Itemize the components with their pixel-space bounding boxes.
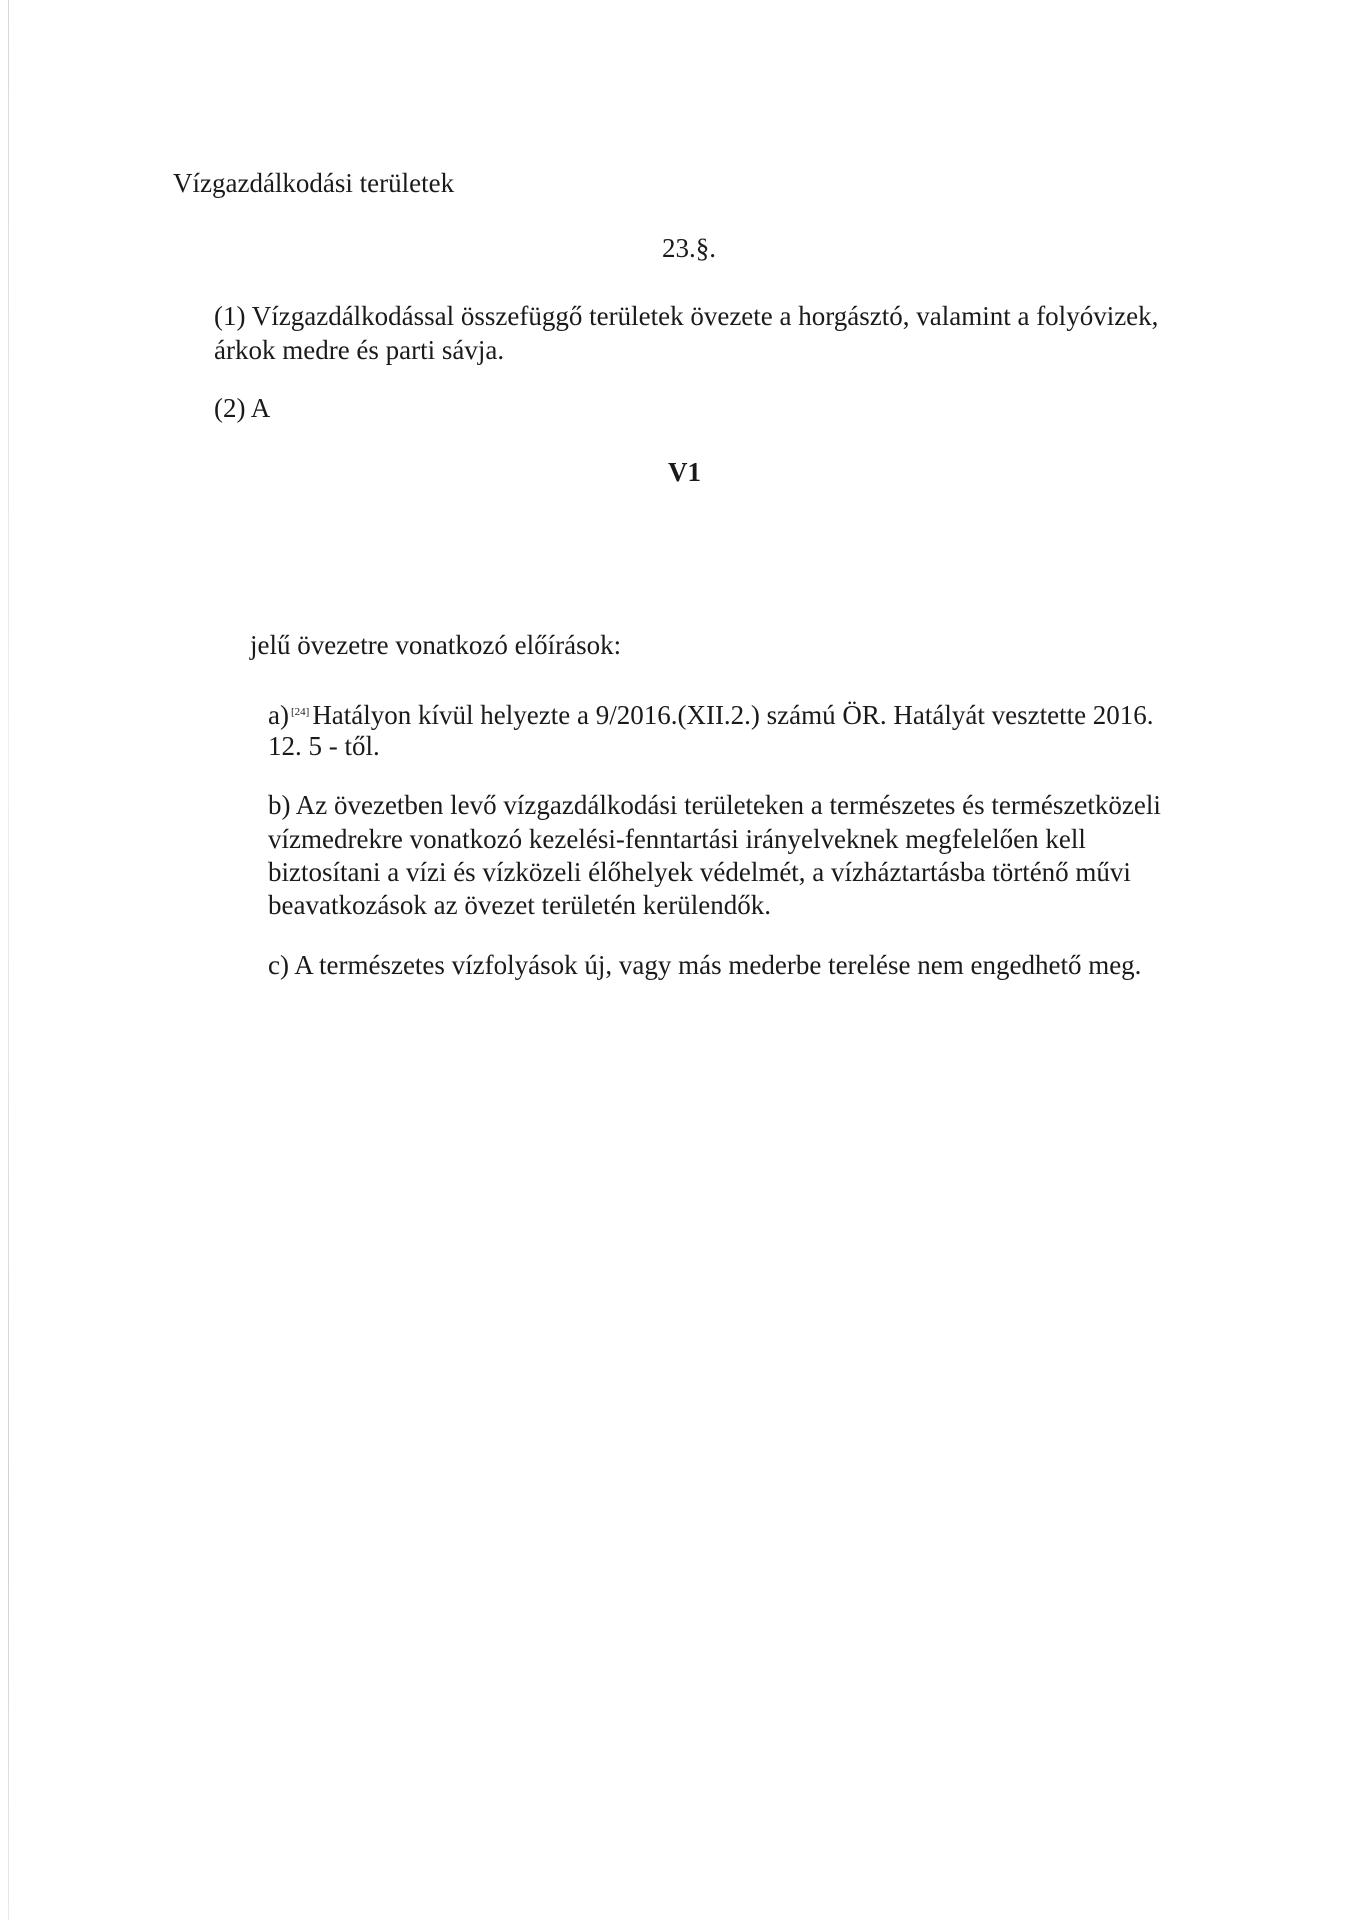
point-b-line-3: biztosítani a vízi és vízközeli élőhelyek védelmét, a vízháztartásba történő művi (268, 857, 1131, 887)
point-b-line-2: vízmedrekre vonatkozó kezelési-fenntartási irányelveknek megfelelően kell (268, 824, 1086, 854)
paragraph-2-intro: (2) A (214, 393, 271, 423)
zone-intro: jelű övezetre vonatkozó előírások: (250, 630, 622, 660)
point-a-line-1 (268, 696, 1154, 732)
point-a-line-2: 12. 5 - től. (268, 731, 380, 761)
scan-edge (8, 0, 9, 1920)
point-b-line-1: b) Az övezetben levő vízgazdálkodási területeken a természetes és természetközeli (268, 790, 1161, 820)
point-a-label: a) (268, 700, 289, 730)
section-heading: Vízgazdálkodási területek (173, 168, 455, 198)
point-a-text: Hatályon kívül helyezte a 9/2016.(XII.2.) számú ÖR. Hatályát vesztette 2016. (312, 700, 1154, 730)
point-b-line-4: beavatkozások az övezet területén kerülendők. (268, 890, 772, 920)
paragraph-1-line-2: árkok medre és parti sávja. (214, 335, 505, 365)
section-number: 23.§. (662, 233, 716, 263)
paragraph-1-line-1: (1) Vízgazdálkodással összefüggő területek övezete a horgásztó, valamint a folyóvizek, (214, 301, 1159, 331)
footnote-marker: [24] (290, 706, 310, 718)
zone-code: V1 (668, 457, 701, 487)
point-c: c) A természetes vízfolyások új, vagy más mederbe terelése nem engedhető meg. (268, 950, 1142, 980)
